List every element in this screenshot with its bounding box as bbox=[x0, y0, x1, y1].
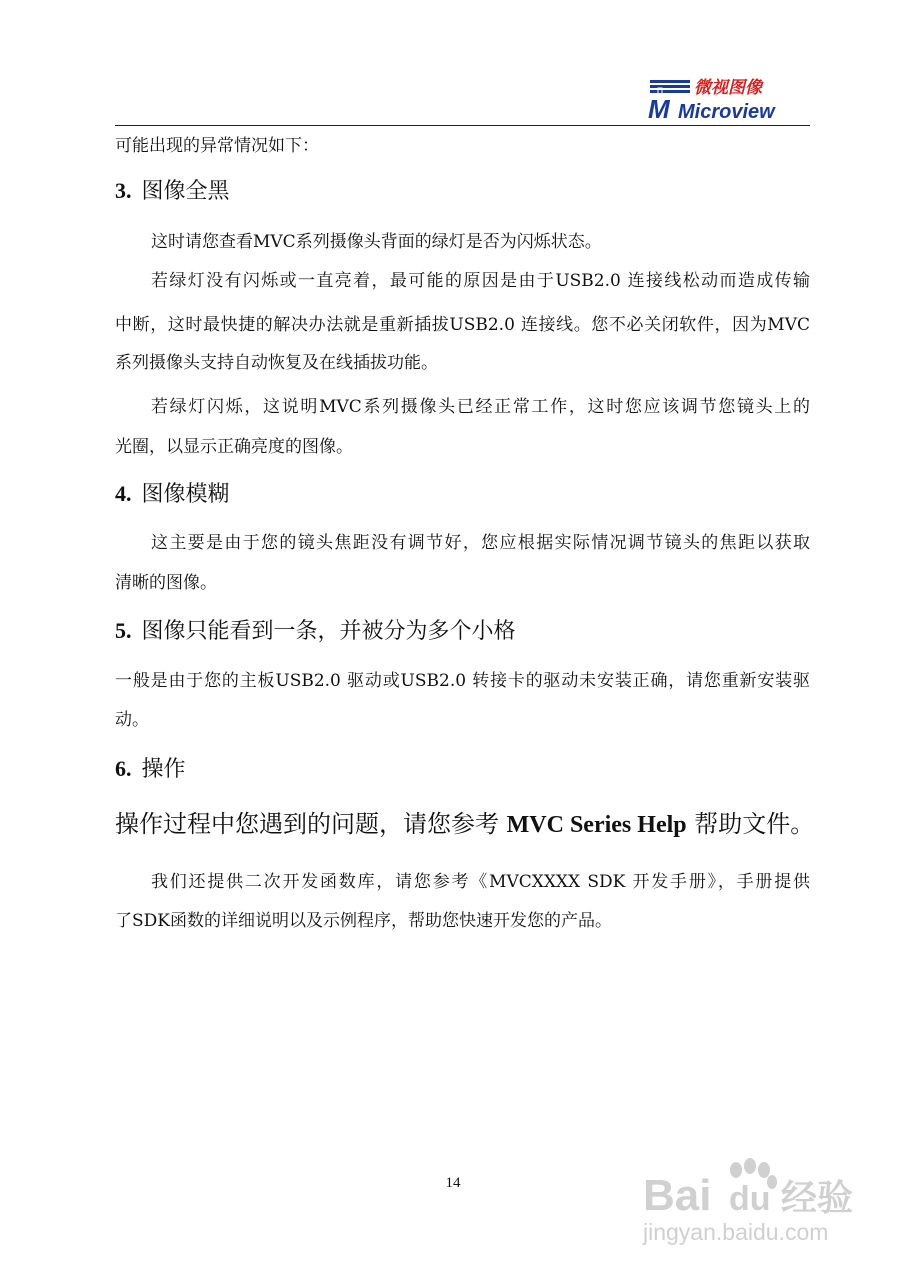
section-6-line-2: 了SDK函数的详细说明以及示例程序，帮助您快速开发您的产品。 bbox=[115, 911, 612, 931]
section-5-number: 5. bbox=[115, 618, 132, 643]
section-6-line-1: 我们还提供二次开发函数库，请您参考《MVCXXXX SDK 开发手册》，手册提供 bbox=[151, 872, 810, 892]
section-4-number: 4. bbox=[115, 481, 132, 506]
section-5-heading bbox=[115, 618, 516, 645]
logo-en-text: Microview bbox=[678, 101, 775, 122]
section-6-title: 操作 bbox=[141, 757, 186, 782]
section-6-emphasis-post: 帮助文件。 bbox=[694, 810, 815, 838]
section-6-emphasis-pre: 操作过程中您遇到的问题，请您参考 bbox=[115, 810, 499, 838]
section-3-line-1: 这时请您查看MVC系列摄像头背面的绿灯是否为闪烁状态。 bbox=[151, 232, 602, 252]
section-5-title: 图像只能看到一条，并被分为多个小格 bbox=[141, 619, 516, 644]
section-3-line-5: 若绿灯闪烁，这说明MVC系列摄像头已经正常工作，这时您应该调节您镜头上的 bbox=[151, 397, 810, 417]
section-4-line-2: 清晰的图像。 bbox=[115, 573, 217, 593]
section-6-number: 6. bbox=[115, 756, 132, 781]
section-5-line-2: 动。 bbox=[115, 710, 149, 730]
section-5-line-1: 一般是由于您的主板USB2.0 驱动或USB2.0 转接卡的驱动未安装正确，请您重新安装驱 bbox=[115, 671, 810, 691]
section-4-line-1: 这主要是由于您的镜头焦距没有调节好，您应根据实际情况调节镜头的焦距以获取 bbox=[151, 533, 810, 553]
section-3-line-6: 光圈，以显示正确亮度的图像。 bbox=[115, 437, 353, 457]
section-4-heading bbox=[115, 481, 230, 508]
section-3-line-3: 中断，这时最快捷的解决办法就是重新插拔USB2.0 连接线。您不必关闭软件，因为MVC bbox=[115, 315, 810, 335]
logo-m-text: M bbox=[648, 94, 670, 122]
section-6-heading bbox=[115, 756, 186, 783]
section-6-emphasis-latin: MVC Series Help bbox=[506, 812, 687, 838]
section-3-heading bbox=[115, 178, 230, 205]
logo-mark-icon bbox=[650, 80, 690, 94]
watermark-brand-2: du bbox=[729, 1180, 771, 1218]
section-3-line-2: 若绿灯没有闪烁或一直亮着，最可能的原因是由于USB2.0 连接线松动而造成传输 bbox=[151, 271, 810, 291]
page-number: 14 bbox=[445, 1175, 461, 1191]
watermark-url: jingyan.baidu.com bbox=[643, 1219, 829, 1245]
section-3-number: 3. bbox=[115, 178, 132, 203]
logo-cn-text: 微视图像 bbox=[694, 78, 762, 98]
microview-logo bbox=[648, 76, 808, 122]
header-rule bbox=[115, 125, 810, 126]
intro-text: 可能出现的异常情况如下： bbox=[115, 136, 319, 156]
watermark-brand: Bai bbox=[643, 1171, 712, 1220]
section-3-title: 图像全黑 bbox=[141, 179, 230, 204]
section-3-line-4: 系列摄像头支持自动恢复及在线插拔功能。 bbox=[115, 353, 438, 373]
section-4-title: 图像模糊 bbox=[141, 482, 230, 507]
page-header bbox=[115, 70, 810, 126]
section-6-emphasis bbox=[115, 810, 814, 839]
watermark-cn: 经验 bbox=[781, 1178, 854, 1219]
baidu-watermark bbox=[641, 1148, 871, 1248]
